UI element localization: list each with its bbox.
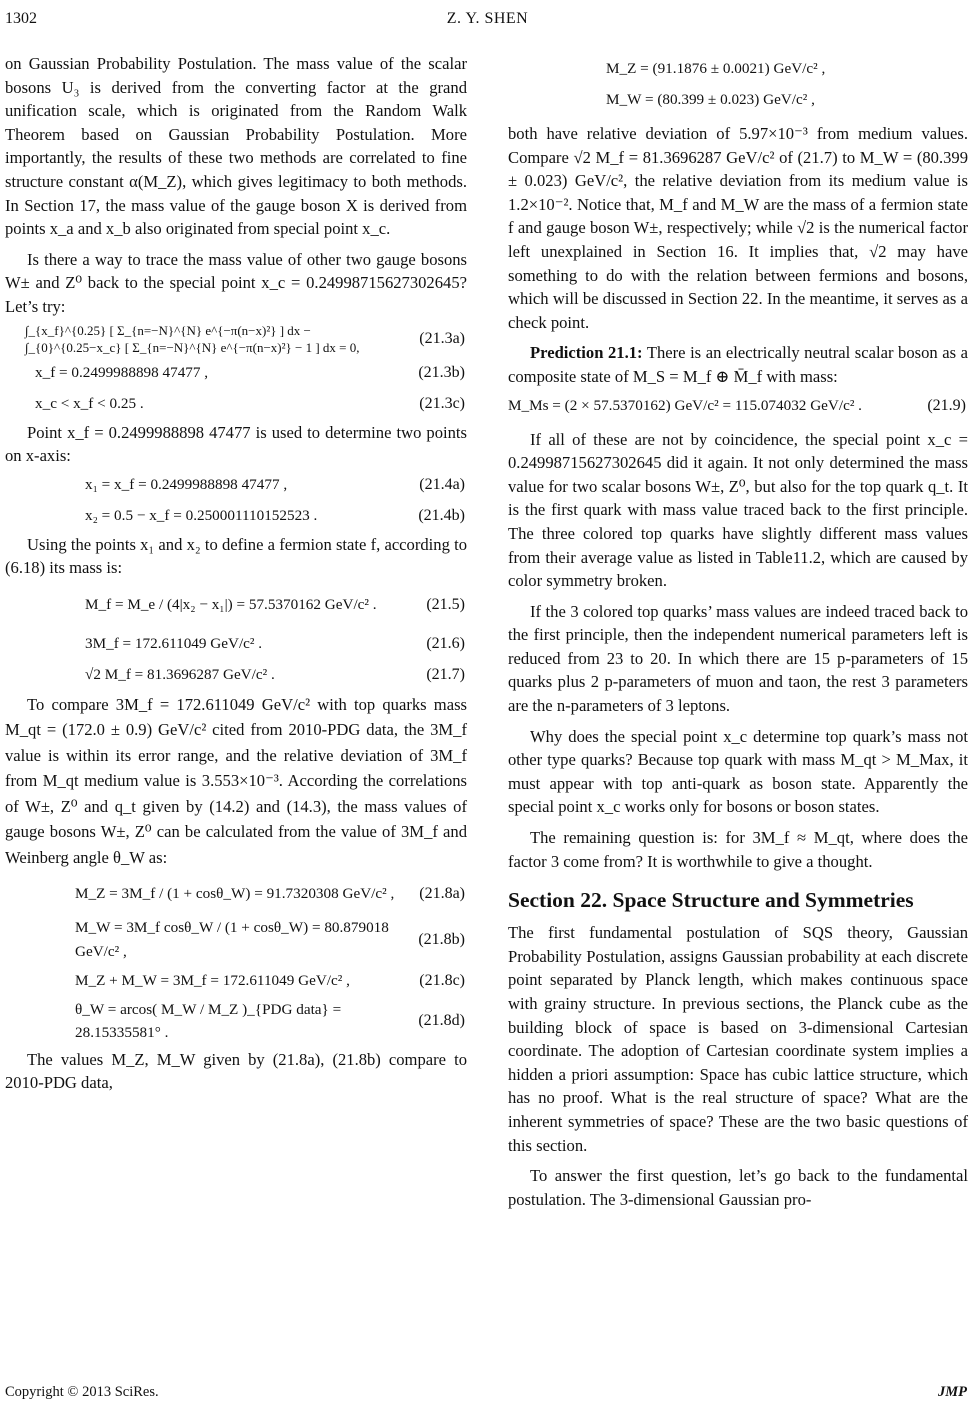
paragraph: The values M_Z, M_W given by (21.8a), (21.8b) compare to 2010-PDG data, [5,1049,467,1093]
equation-21-8a [5,873,467,913]
equation-body: 3M_f = 172.611049 GeV/c² . [85,635,263,653]
page-number: 1302 [5,10,37,27]
left-column [5,52,467,1095]
equation-body: M_Z = 3M_f / (1 + cosθ_W) = 91.7320308 GeV/c² , [75,884,395,902]
section-title: Section 22. Space Structure and Symmetries [508,888,914,913]
journal-name: JMP [938,1384,967,1400]
equation-mw [508,86,968,114]
paragraph: If the 3 colored top quarks’ mass values are indeed traced back to the first principle, then the independent numerical parameters left is reduced from 23 to 20. In which there are 15 p-parameters of 15 quarks plus 2 p-parameters of muon and taon, the rest 3 parameters are the n-parameters of 3 leptons. [508,601,968,716]
equation-21-8b [5,916,467,963]
equation-body: x_c < x_f < 0.25 . [35,394,144,412]
equation-number: (21.8c) [419,971,465,989]
prediction-label: Prediction 21.1: [530,343,643,363]
equation-body: M_W = 3M_f cosθ_W / (1 + cosθ_W) = 80.879018 GeV/c² , [75,919,389,960]
equation-body: M_Ms = (2 × 57.5370162) GeV/c² = 115.074032 GeV/c² . [508,396,862,414]
equation-number: (21.3a) [419,329,465,347]
equation-number: (21.7) [426,666,465,684]
equation-21-5 [5,583,467,627]
page-footer [0,1384,975,1406]
running-head: Z. Y. SHEN [446,10,529,27]
equation-body: x₂ = 0.5 − x_f = 0.250001110152523 . [85,506,318,524]
equation-body: x_f = 0.2499988898 47477 , [35,363,209,381]
equation-number: (21.6) [426,635,465,653]
equation-21-4b [5,502,467,530]
paragraph: Using the points x₁ and x₂ to define a fermion state f, according to (6.18) its mass is: [5,534,467,578]
equation-21-7 [5,661,467,689]
equation-number: (21.8b) [418,931,465,949]
equation-body: θ_W = arcos( M_W / M_Z )_{PDG data} = 28.15335581° . [75,1000,342,1042]
prediction [508,341,968,388]
paragraph: on Gaussian Probability Postulation. The mass value of the scalar bosons U₃ is derived from the converting factor at the grand unification scale, which is originated from the Random Walk Theorem based on Gaussian Probability Postulation. More importantly, the results of these two methods are correlated to fine structure constant α(M_Z), which gives legitimacy to both methods. In Section 17, the mass value of the gauge boson X is derived from points x_a and x_b also originated from special point x_c. [5,54,467,239]
equation-number: (21.4a) [419,475,465,493]
equation-21-8c [5,967,467,995]
paragraph: both have relative deviation of 5.97×10⁻³ from medium values. Compare √2 M_f = 81.3696287 GeV/c² of (21.7) to M_W = (80.399 ± 0.023) GeV/c², the relative deviation from its medium value is 1.2×10⁻². Notice that, M_f and M_W are the mass of a fermion state f and gauge boson W±, respectively; while √2 is the numerical factor left unexplained in Section 16. It implies that, √2 may have something to do with the relation between fermions and bosons, which will be discussed in Section 22. In the meantime, it serves as a check point. [508,124,968,332]
paragraph: Why does the special point x_c determine top quark’s mass not other type quarks? Because top quark with mass M_qt > M_Max, it must appear with top anti-quark as boson state. Apparently the special point x_c works only for bosons or boson states. [508,726,968,817]
paragraph: The remaining question is: for 3M_f ≈ M_qt, where does the factor 3 come from? It is worthwhile to give a thought. [508,828,968,871]
paragraph: The first fundamental postulation of SQS theory, Gaussian Probability Postulation, assigns Gaussian probability at each discrete point separated by Planck length, which makes continuous space with grainy structure. In previous sections, the Planck cube as the building block of space is based on 3-dimensional Cartesian coordinate. The adoption of Cartesian coordinate system implies a hidden a priori assumption: Space has cubic lattice structure, which has no proof. What is the real structure of space? What are the inherent symmetries of space? These are the two basic questions of this section. [508,923,968,1155]
paragraph: To answer the first question, let’s go back to the fundamental postulation. The 3-dimensional Gaussian pro- [508,1166,968,1209]
equation-body: ∫_{x_f}^{0.25} [ Σ_{n=−N}^{N} e^{−π(n−x)²} ] dx − ∫_{0}^{0.25−x_c} [ Σ_{n=−N}^{N} e^{−π(n−x)²} − 1 ] dx = 0, [25,322,360,355]
equation-number: (21.9) [927,396,966,414]
equation-body: M_Z + M_W = 3M_f = 172.611049 GeV/c² , [75,971,350,989]
equation-21-4a [5,471,467,499]
paragraph: To compare 3M_f = 172.611049 GeV/c² with top quarks mass M_qt = (172.0 ± 0.9) GeV/c² cited from 2010-PDG data, the 3M_f value is within its error range, and the relative deviation of 3M_f from M_qt medium value is 3.553×10⁻³. According the correlations of W±, Z⁰ and q_t given by (14.2) and (14.3), the mass values of gauge bosons W±, Z⁰ can be calculated from the value of 3M_f and Weinberg angle θ_W as: [5,694,467,867]
paragraph: Point x_f = 0.2499988898 47477 is used to determine two points on x-axis: [5,422,467,466]
equation-body: M_W = (80.399 ± 0.023) GeV/c² , [606,91,815,109]
prediction-text: There is an electrically neutral scalar boson as a composite state of M_S = M_f ⊕ M̄_f with mass: [508,343,968,386]
equation-21-9 [508,392,968,420]
copyright: Copyright © 2013 SciRes. [5,1384,159,1400]
equation-body: M_Z = (91.1876 ± 0.0021) GeV/c² , [606,60,826,78]
page-header [0,10,975,34]
right-column [508,52,968,1211]
equation-number: (21.8a) [419,884,465,902]
equation-number: (21.3b) [418,363,465,381]
paragraph: Is there a way to trace the mass value of other two gauge bosons W± and Z⁰ back to the special point x_c = 0.24998715627302645? Let’s try: [5,249,467,316]
equation-21-6 [5,630,467,658]
equation-21-8d [5,998,467,1045]
equation-number: (21.8d) [418,1012,465,1030]
equation-number: (21.4b) [418,506,465,524]
equation-21-3a [5,322,467,356]
equation-body: M_f = M_e / (4|x₂ − x₁|) = 57.5370162 GeV/c² . [85,596,377,614]
paragraph: If all of these are not by coincidence, the special point x_c = 0.24998715627302645 did it again. It not only determined the mass value for two scalar bosons W±, Z⁰, but also for the top quark q_t. It is the first quark with mass value traced back to the first principle. The three colored top quarks have slightly different mass values from their average value as listed in Table11.2, which are caused by color symmetry broken. [508,429,968,591]
equation-number: (21.3c) [419,394,465,412]
equation-number: (21.5) [426,596,465,614]
equation-mz [508,55,968,83]
equation-21-3b [5,359,467,387]
equation-21-3c [5,390,467,418]
equation-body: x₁ = x_f = 0.2499988898 47477 , [85,475,288,493]
equation-body: √2 M_f = 81.3696287 GeV/c² . [85,666,275,684]
